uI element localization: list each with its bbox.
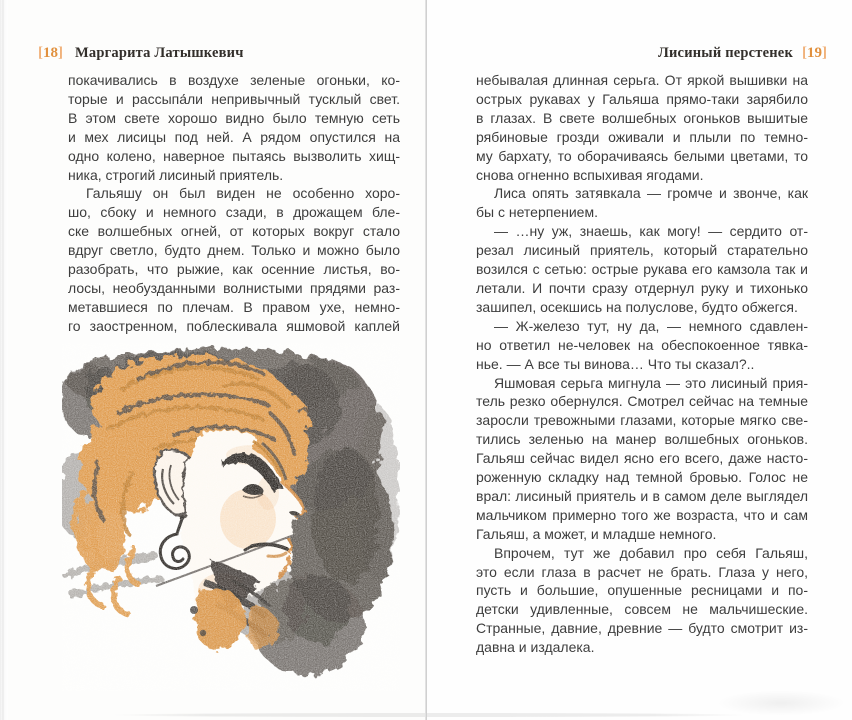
right-page-header <box>658 45 827 62</box>
text-line: детски удивленные, совсем не мальчишеские. <box>476 601 808 618</box>
text-line: роженную складку над темной бровью. Голос не <box>476 469 808 486</box>
text-line: лосы, необузданными волнистыми прядями раз- <box>68 279 400 296</box>
text-line: Странные, давние, древние — будто смотрит из- <box>476 620 808 637</box>
book-spine <box>425 0 427 720</box>
text-line: бы с нетерпением. <box>476 204 598 221</box>
text-line: пусть и большие, опушенные ресницами и по- <box>476 582 808 599</box>
text-line: В этом свете хорошо видно было темную сеть <box>68 109 400 126</box>
bottom-page-shadow <box>110 713 750 717</box>
text-line: му бархату, то оборачиваясь белыми цветами, то <box>476 147 808 164</box>
text-line: метавшиеся по плечам. В правом ухе, немно- <box>68 298 400 315</box>
text-line: врал: лисиный приятель и в самом деле выглядел <box>476 487 808 504</box>
text-line: летали. И почти сразу отдернул руку и тихонько <box>476 279 808 296</box>
text-line: тились зеленью на манер волшебных огоньков. <box>476 431 808 448</box>
text-line: в глазах. В свете волшебных огоньков вышитые <box>476 109 808 126</box>
text-line: — …ну уж, знаешь, как могу! — сердито от- <box>494 223 808 240</box>
text-line: разобрать, что рыжие, как осенние листья, во- <box>68 261 400 278</box>
corner-page-shadow <box>716 690 846 716</box>
text-line: резал лисиный приятель, который старательно <box>476 242 808 259</box>
text-line: мальчиком примерно того же возраста, что и сам <box>476 506 808 523</box>
text-line: тель резко обернулся. Смотрел сейчас на темные <box>476 393 808 410</box>
text-line: покачивались в воздухе зеленые огоньки, ко- <box>68 72 400 88</box>
text-line: давна и издалека. <box>476 639 595 656</box>
text-line: Впрочем, тут же добавил про себя Гальяш, <box>494 544 808 561</box>
paragraph <box>476 71 808 184</box>
text-line: и мех лисицы под ней. А рядом опустился на <box>68 128 400 145</box>
text-line: нье. — А все ты винова… Что ты сказал?.. <box>476 355 755 372</box>
paragraph <box>476 544 808 657</box>
book-title-running-head: Лисиный перстенек <box>658 45 793 61</box>
paragraph <box>476 184 808 222</box>
text-line: небывалая длинная серьга. От яркой вышивки на <box>476 72 808 88</box>
text-line: Гальяшу он был виден не особенно хоро- <box>86 185 400 202</box>
portrait-illustration <box>62 343 400 691</box>
paragraph <box>68 71 400 184</box>
page-number-right: [19] <box>802 45 827 61</box>
text-line: зашипел, осекшись на полуслове, будто обжегся. <box>476 298 798 315</box>
text-line: но ответил не-человек на обеспокоенное тявка- <box>476 336 808 353</box>
paragraph <box>476 222 808 317</box>
page-edge-stack <box>0 0 8 720</box>
left-page-header <box>38 45 244 62</box>
text-line: Лиса опять затявкала — громче и звонче, как <box>494 185 808 202</box>
right-page <box>426 0 852 720</box>
text-line: го заостренном, поблескивала яшмовой каплей <box>68 317 400 334</box>
text-line: ске волшебных огней, от которых вокруг стало <box>68 223 400 240</box>
text-line: одно колено, наверное пытаясь вызволить хищ- <box>68 147 400 164</box>
text-line: — Ж-железо тут, ну да, — немного сдавлен- <box>494 317 808 334</box>
text-line: ника, строгий лисиный приятель. <box>68 166 284 183</box>
text-line: Яшмовая серьга мигнула — это лисиный прия- <box>494 374 808 391</box>
author-running-head: Маргарита Латышкевич <box>75 45 244 61</box>
text-line: снова огненно вспыхивая ягодами. <box>476 166 704 183</box>
paragraph <box>476 317 808 374</box>
text-line: вдруг светло, будто днем. Только и можно было <box>68 242 400 259</box>
text-line: острых рукавах у Гальяша прямо-таки зарябило <box>476 90 808 107</box>
page-number-left: [18] <box>38 45 63 61</box>
text-line: торые и рассыпа́ли непривычный тусклый свет. <box>68 90 400 107</box>
text-line: это если глаза в расчет не брать. Глаза у него, <box>476 563 808 580</box>
text-line: Гальяш сейчас видел ясно его всего, даже насто- <box>476 450 808 467</box>
paragraph <box>476 374 808 544</box>
body-text-left <box>68 71 400 336</box>
body-text-right <box>476 71 808 657</box>
text-line: заросли тревожными глазами, которые мягко све- <box>476 412 808 429</box>
text-line: шо, сбоку и немного сзади, в дрожащем бле- <box>68 204 400 221</box>
paragraph <box>68 184 400 335</box>
text-line: возился с сетью: острые рукава его камзола так и <box>476 261 808 278</box>
text-line: Гальяш, а может, и младше немного. <box>476 525 717 542</box>
text-line: рябиновые грозди оживали и плыли по темно- <box>476 128 808 145</box>
